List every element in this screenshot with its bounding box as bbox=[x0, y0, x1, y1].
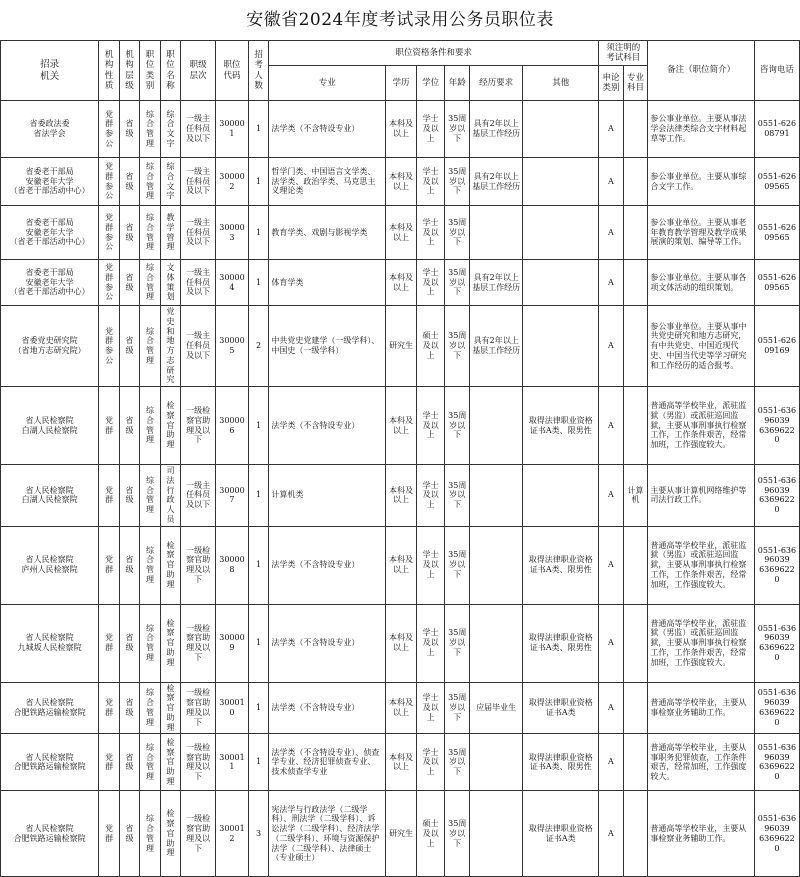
cell-code: 300009 bbox=[216, 604, 249, 682]
cell-code: 300011 bbox=[216, 734, 249, 791]
cell-age: 35周岁以下 bbox=[445, 387, 470, 465]
cell-specialty bbox=[623, 604, 648, 682]
cell-essay: A bbox=[599, 526, 624, 604]
cell-position-level: 一级检察官助理及以下 bbox=[181, 734, 216, 791]
header-exam-subjects: 须注明的 考试科目 bbox=[599, 41, 648, 66]
cell-experience: 应届毕业生 bbox=[470, 682, 523, 734]
cell-education: 本科及以上 bbox=[386, 206, 417, 260]
cell-specialty bbox=[623, 791, 648, 877]
cell-other bbox=[523, 158, 599, 206]
cell-position-name: 教学管理 bbox=[160, 206, 180, 260]
cell-major: 体育学类 bbox=[269, 260, 386, 306]
position-table bbox=[0, 40, 800, 877]
cell-level: 省级 bbox=[119, 387, 139, 465]
cell-other: 取得法律职业资格证书A类、限男性 bbox=[523, 387, 599, 465]
cell-remark: 普通高等学校毕业，主要从事职务犯罪侦查，工作条件艰苦，经常加班，工作强度较大。 bbox=[648, 734, 755, 791]
header-other: 其他 bbox=[523, 66, 599, 101]
cell-age: 35周岁以下 bbox=[445, 158, 470, 206]
header-education: 学历 bbox=[386, 66, 417, 101]
cell-level: 省级 bbox=[119, 604, 139, 682]
cell-essay: A bbox=[599, 260, 624, 306]
cell-specialty bbox=[623, 206, 648, 260]
cell-category: 综合管理 bbox=[140, 306, 160, 387]
cell-remark: 参公事业单位。主要从事综合文字工作。 bbox=[648, 158, 755, 206]
cell-unit: 省人民检察院 庐州人民检察院 bbox=[1, 526, 99, 604]
cell-position-name: 综合文字 bbox=[160, 101, 180, 158]
cell-position-level: 一级检察官助理及以下 bbox=[181, 682, 216, 734]
cell-code: 300007 bbox=[216, 465, 249, 527]
cell-major: 法学类（不含特设专业）、侦查学专业、经济犯罪侦查专业、技术侦查学专业 bbox=[269, 734, 386, 791]
cell-code: 300001 bbox=[216, 101, 249, 158]
cell-count: 1 bbox=[248, 206, 268, 260]
cell-essay: A bbox=[599, 158, 624, 206]
cell-other bbox=[523, 260, 599, 306]
cell-education: 本科及以上 bbox=[386, 526, 417, 604]
cell-major: 教育学类、戏剧与影视学类 bbox=[269, 206, 386, 260]
cell-position-name: 检察官助理 bbox=[160, 604, 180, 682]
cell-code: 300012 bbox=[216, 791, 249, 877]
cell-category: 综合管理 bbox=[140, 604, 160, 682]
cell-degree: 学士及以上 bbox=[416, 682, 445, 734]
cell-position-level: 一级检察官助理及以下 bbox=[181, 791, 216, 877]
cell-code: 300003 bbox=[216, 206, 249, 260]
cell-category: 综合管理 bbox=[140, 734, 160, 791]
cell-phone: 0551-63696039 63696220 bbox=[754, 791, 799, 877]
cell-unit: 省人民检察院 白湖人民检察院 bbox=[1, 465, 99, 527]
cell-major: 计算机类 bbox=[269, 465, 386, 527]
table-row bbox=[1, 306, 800, 387]
cell-education: 本科及以上 bbox=[386, 260, 417, 306]
cell-phone: 0551-62608791 bbox=[754, 101, 799, 158]
table-row bbox=[1, 465, 800, 527]
cell-education: 本科及以上 bbox=[386, 465, 417, 527]
table-row bbox=[1, 604, 800, 682]
cell-position-level: 一级主任科员及以下 bbox=[181, 206, 216, 260]
table-row bbox=[1, 101, 800, 158]
cell-specialty bbox=[623, 387, 648, 465]
cell-phone: 0551-63696039 63696220 bbox=[754, 682, 799, 734]
cell-position-level: 一级检察官助理及以下 bbox=[181, 604, 216, 682]
cell-remark: 普通高等学校毕业，派驻监狱（男监）或派驻巡回监狱，主要从事刑事执行检察工作，工作条件艰苦，经常加班，工作强度较大。 bbox=[648, 387, 755, 465]
cell-experience bbox=[470, 791, 523, 877]
cell-remark: 普通高等学校毕业，派驻监狱（男监）或派驻巡回监狱，主要从事刑事执行检察工作，工作条件艰苦，经常加班，工作强度较大。 bbox=[648, 526, 755, 604]
cell-other: 取得法律职业资格证书A类、限男性 bbox=[523, 526, 599, 604]
cell-education: 本科及以上 bbox=[386, 387, 417, 465]
cell-major: 法学类（不含特设专业） bbox=[269, 387, 386, 465]
cell-category: 综合管理 bbox=[140, 526, 160, 604]
cell-other: 取得法律职业资格证书A类、限男性 bbox=[523, 604, 599, 682]
cell-degree: 学士及以上 bbox=[416, 260, 445, 306]
cell-age: 35周岁以下 bbox=[445, 682, 470, 734]
header-requirements: 职位资格条件和要求 bbox=[269, 41, 599, 66]
header-code: 职位 代码 bbox=[216, 41, 249, 101]
cell-position-name: 检察官助理 bbox=[160, 734, 180, 791]
cell-remark: 主要从事计算机网络维护等司法行政工作。 bbox=[648, 465, 755, 527]
cell-phone: 0551-62609565 bbox=[754, 260, 799, 306]
cell-position-level: 一级主任科员及以下 bbox=[181, 465, 216, 527]
cell-count: 3 bbox=[248, 791, 268, 877]
cell-major: 法学类（不含特设专业） bbox=[269, 101, 386, 158]
header-phone: 咨询电话 bbox=[754, 41, 799, 101]
cell-degree: 学士及以上 bbox=[416, 101, 445, 158]
table-row bbox=[1, 158, 800, 206]
cell-level: 省级 bbox=[119, 465, 139, 527]
cell-category: 综合管理 bbox=[140, 101, 160, 158]
header-remark: 备注（职位简介） bbox=[648, 41, 755, 101]
cell-degree: 硕士及以上 bbox=[416, 306, 445, 387]
cell-level: 省级 bbox=[119, 682, 139, 734]
table-row bbox=[1, 260, 800, 306]
cell-degree: 学士及以上 bbox=[416, 158, 445, 206]
cell-essay: A bbox=[599, 206, 624, 260]
cell-code: 300002 bbox=[216, 158, 249, 206]
cell-position-level: 一级主任科员及以下 bbox=[181, 158, 216, 206]
cell-phone: 0551-63696039 63696220 bbox=[754, 387, 799, 465]
cell-level: 省级 bbox=[119, 206, 139, 260]
cell-level: 省级 bbox=[119, 306, 139, 387]
header-position-level: 职级 层次 bbox=[181, 41, 216, 101]
cell-other bbox=[523, 465, 599, 527]
cell-level: 省级 bbox=[119, 526, 139, 604]
cell-degree: 学士及以上 bbox=[416, 526, 445, 604]
cell-position-level: 一级检察官助理及以下 bbox=[181, 387, 216, 465]
cell-nature: 党群 bbox=[99, 734, 119, 791]
cell-education: 研究生 bbox=[386, 791, 417, 877]
cell-count: 1 bbox=[248, 158, 268, 206]
cell-other bbox=[523, 101, 599, 158]
cell-count: 2 bbox=[248, 306, 268, 387]
cell-nature: 党群参公 bbox=[99, 306, 119, 387]
header-specialty: 专业 科目 bbox=[623, 66, 648, 101]
header-essay: 申论 类别 bbox=[599, 66, 624, 101]
cell-phone: 0551-63696039 63696220 bbox=[754, 526, 799, 604]
cell-age: 35周岁以下 bbox=[445, 791, 470, 877]
cell-level: 省级 bbox=[119, 791, 139, 877]
cell-remark: 普通高等学校毕业，主要从事检察业务辅助工作。 bbox=[648, 791, 755, 877]
cell-specialty bbox=[623, 682, 648, 734]
cell-code: 300008 bbox=[216, 526, 249, 604]
cell-experience: 具有2年以上基层工作经历 bbox=[470, 158, 523, 206]
cell-education: 本科及以上 bbox=[386, 604, 417, 682]
cell-specialty bbox=[623, 734, 648, 791]
cell-education: 本科及以上 bbox=[386, 682, 417, 734]
cell-nature: 党群参公 bbox=[99, 260, 119, 306]
cell-age: 35周岁以下 bbox=[445, 465, 470, 527]
cell-age: 35周岁以下 bbox=[445, 734, 470, 791]
cell-phone: 0551-63696039 63696220 bbox=[754, 465, 799, 527]
cell-remark: 参公事业单位。主要从事中共党史研究和地方志研究，有中共党史、中国近现代史、中国当代史等学习研究和工作经历的适合报考。 bbox=[648, 306, 755, 387]
cell-major: 中共党史党建学（一级学科）、中国史（一级学科） bbox=[269, 306, 386, 387]
cell-specialty bbox=[623, 526, 648, 604]
cell-specialty bbox=[623, 158, 648, 206]
cell-phone: 0551-62609565 bbox=[754, 206, 799, 260]
cell-education: 本科及以上 bbox=[386, 734, 417, 791]
cell-education: 研究生 bbox=[386, 306, 417, 387]
cell-specialty bbox=[623, 260, 648, 306]
cell-phone: 0551-62609565 bbox=[754, 158, 799, 206]
cell-position-name: 综合文字 bbox=[160, 158, 180, 206]
cell-count: 1 bbox=[248, 387, 268, 465]
cell-specialty bbox=[623, 306, 648, 387]
cell-age: 35周岁以下 bbox=[445, 101, 470, 158]
cell-position-level: 一级主任科员及以下 bbox=[181, 101, 216, 158]
table-row bbox=[1, 791, 800, 877]
cell-degree: 学士及以上 bbox=[416, 387, 445, 465]
cell-essay: A bbox=[599, 791, 624, 877]
cell-count: 1 bbox=[248, 260, 268, 306]
header-level: 机构 层级 bbox=[119, 41, 139, 101]
cell-unit: 省委党史研究院 （省地方志研究院） bbox=[1, 306, 99, 387]
cell-count: 1 bbox=[248, 604, 268, 682]
table-row bbox=[1, 734, 800, 791]
cell-code: 300005 bbox=[216, 306, 249, 387]
cell-position-name: 检察官助理 bbox=[160, 682, 180, 734]
cell-remark: 参公事业单位。主要从事法学会法律类综合文字材料起草等工作。 bbox=[648, 101, 755, 158]
cell-code: 300010 bbox=[216, 682, 249, 734]
cell-remark: 普通高等学校毕业，主要从事检察业务辅助工作。 bbox=[648, 682, 755, 734]
cell-code: 300004 bbox=[216, 260, 249, 306]
cell-other bbox=[523, 206, 599, 260]
cell-degree: 学士及以上 bbox=[416, 734, 445, 791]
cell-unit: 省委政法委 省法学会 bbox=[1, 101, 99, 158]
cell-category: 综合管理 bbox=[140, 260, 160, 306]
table-row bbox=[1, 526, 800, 604]
cell-other: 取得法律职业资格证书A类、限男性 bbox=[523, 734, 599, 791]
cell-experience bbox=[470, 526, 523, 604]
cell-level: 省级 bbox=[119, 260, 139, 306]
cell-phone: 0551-63696039 63696220 bbox=[754, 604, 799, 682]
cell-specialty bbox=[623, 101, 648, 158]
cell-level: 省级 bbox=[119, 101, 139, 158]
cell-major: 宪法学与行政法学（二级学科）、刑法学（二级学科）、诉讼法学（二级学科）、经济法学（二级学科）、环境与资源保护法学（二级学科）、法律硕士（专业硕士） bbox=[269, 791, 386, 877]
cell-position-level: 一级主任科员及以下 bbox=[181, 306, 216, 387]
cell-remark: 普通高等学校毕业，派驻监狱（男监）或派驻巡回监狱，主要从事刑事执行检察工作，工作条件艰苦，经常加班，工作强度较大。 bbox=[648, 604, 755, 682]
cell-degree: 学士及以上 bbox=[416, 206, 445, 260]
cell-essay: A bbox=[599, 306, 624, 387]
header-position-name: 职位 名称 bbox=[160, 41, 180, 101]
cell-nature: 党群参公 bbox=[99, 158, 119, 206]
cell-age: 35周岁以下 bbox=[445, 206, 470, 260]
cell-age: 35周岁以下 bbox=[445, 306, 470, 387]
cell-level: 省级 bbox=[119, 158, 139, 206]
cell-major: 法学类（不含特设专业） bbox=[269, 526, 386, 604]
cell-category: 综合管理 bbox=[140, 387, 160, 465]
cell-remark: 参公事业单位。主要从事老年教育教学管理及教学成果展演的策划、编导等工作。 bbox=[648, 206, 755, 260]
header-unit: 招录 机关 bbox=[1, 41, 99, 101]
cell-unit: 省人民检察院 白湖人民检察院 bbox=[1, 387, 99, 465]
cell-major: 法学类（不含特设专业） bbox=[269, 604, 386, 682]
cell-experience bbox=[470, 465, 523, 527]
cell-age: 35周岁以下 bbox=[445, 526, 470, 604]
cell-nature: 党群 bbox=[99, 465, 119, 527]
page-title: 安徽省2024年度考试录用公务员职位表 bbox=[246, 10, 554, 30]
cell-category: 综合管理 bbox=[140, 682, 160, 734]
cell-count: 1 bbox=[248, 101, 268, 158]
cell-position-name: 司法行政人员 bbox=[160, 465, 180, 527]
cell-major: 法学类（不含特设专业） bbox=[269, 682, 386, 734]
table-row bbox=[1, 206, 800, 260]
cell-category: 综合管理 bbox=[140, 791, 160, 877]
cell-other: 取得法律职业资格证书A类 bbox=[523, 682, 599, 734]
cell-unit: 省委老干部局 安徽老年大学 （省老干部活动中心） bbox=[1, 260, 99, 306]
table-row bbox=[1, 682, 800, 734]
cell-age: 35周岁以下 bbox=[445, 260, 470, 306]
cell-experience: 具有2年以上基层工作经历 bbox=[470, 101, 523, 158]
cell-experience: 具有2年以上基层工作经历 bbox=[470, 306, 523, 387]
cell-count: 1 bbox=[248, 682, 268, 734]
cell-position-name: 检察官助理 bbox=[160, 791, 180, 877]
cell-degree: 硕士及以上 bbox=[416, 791, 445, 877]
cell-unit: 省人民检察院 合肥铁路运输检察院 bbox=[1, 734, 99, 791]
cell-essay: A bbox=[599, 387, 624, 465]
header-major: 专业 bbox=[269, 66, 386, 101]
cell-position-name: 检察官助理 bbox=[160, 387, 180, 465]
cell-count: 1 bbox=[248, 526, 268, 604]
cell-nature: 党群 bbox=[99, 682, 119, 734]
cell-category: 综合管理 bbox=[140, 206, 160, 260]
cell-phone: 0551-62609169 bbox=[754, 306, 799, 387]
cell-major: 哲学门类、中国语言文学类、法学类、政治学类、马克思主义理论类 bbox=[269, 158, 386, 206]
cell-degree: 学士及以上 bbox=[416, 604, 445, 682]
cell-specialty: 计算机 bbox=[623, 465, 648, 527]
cell-essay: A bbox=[599, 465, 624, 527]
cell-essay: A bbox=[599, 604, 624, 682]
cell-degree: 学士及以上 bbox=[416, 465, 445, 527]
cell-category: 综合管理 bbox=[140, 465, 160, 527]
cell-experience bbox=[470, 387, 523, 465]
header-count: 招考 人数 bbox=[248, 41, 268, 101]
cell-experience bbox=[470, 604, 523, 682]
cell-nature: 党群 bbox=[99, 387, 119, 465]
cell-count: 1 bbox=[248, 734, 268, 791]
cell-unit: 省委老干部局 安徽老年大学 （省老干部活动中心） bbox=[1, 206, 99, 260]
cell-essay: A bbox=[599, 682, 624, 734]
cell-count: 1 bbox=[248, 465, 268, 527]
cell-unit: 省人民检察院 九城坂人民检察院 bbox=[1, 604, 99, 682]
header-category: 职位 类别 bbox=[140, 41, 160, 101]
header-age: 年龄 bbox=[445, 66, 470, 101]
cell-remark: 参公事业单位。主要从事各项文体活动的组织策划。 bbox=[648, 260, 755, 306]
cell-education: 本科及以上 bbox=[386, 158, 417, 206]
cell-position-name: 文体策划 bbox=[160, 260, 180, 306]
cell-other: 取得法律职业资格证书A类 bbox=[523, 791, 599, 877]
header-degree: 学位 bbox=[416, 66, 445, 101]
cell-essay: A bbox=[599, 734, 624, 791]
cell-unit: 省人民检察院 合肥铁路运输检察院 bbox=[1, 791, 99, 877]
cell-nature: 党群参公 bbox=[99, 101, 119, 158]
cell-position-name: 党史和地方志研究 bbox=[160, 306, 180, 387]
cell-nature: 党群 bbox=[99, 526, 119, 604]
cell-age: 35周岁以下 bbox=[445, 604, 470, 682]
cell-level: 省级 bbox=[119, 734, 139, 791]
cell-nature: 党群 bbox=[99, 791, 119, 877]
header-experience: 经历要求 bbox=[470, 66, 523, 101]
cell-unit: 省委老干部局 安徽老年大学 （省老干部活动中心） bbox=[1, 158, 99, 206]
cell-position-level: 一级检察官助理及以下 bbox=[181, 526, 216, 604]
header-nature: 机构 性质 bbox=[99, 41, 119, 101]
cell-essay: A bbox=[599, 101, 624, 158]
cell-position-name: 检察官助理 bbox=[160, 526, 180, 604]
table-row bbox=[1, 387, 800, 465]
cell-phone: 0551-63696039 63696220 bbox=[754, 734, 799, 791]
cell-position-level: 一级主任科员及以下 bbox=[181, 260, 216, 306]
cell-nature: 党群参公 bbox=[99, 206, 119, 260]
cell-experience bbox=[470, 206, 523, 260]
cell-education: 本科及以上 bbox=[386, 101, 417, 158]
cell-unit: 省人民检察院 合肥铁路运输检察院 bbox=[1, 682, 99, 734]
cell-category: 综合管理 bbox=[140, 158, 160, 206]
cell-code: 300006 bbox=[216, 387, 249, 465]
cell-experience bbox=[470, 734, 523, 791]
cell-nature: 党群 bbox=[99, 604, 119, 682]
cell-other bbox=[523, 306, 599, 387]
cell-experience: 具有2年以上基层工作经历 bbox=[470, 260, 523, 306]
